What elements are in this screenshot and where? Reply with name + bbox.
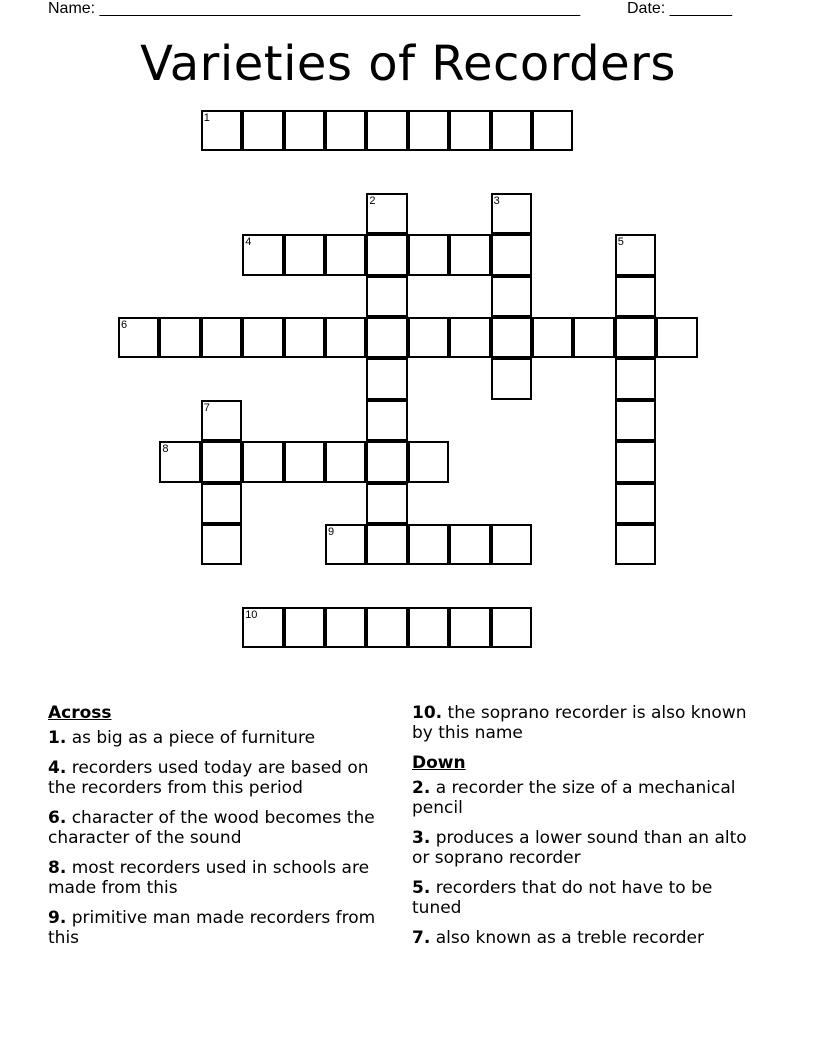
grid-cell[interactable] xyxy=(366,193,407,234)
date-field-label: Date: _______ xyxy=(627,0,732,17)
clue-number: 10. xyxy=(412,703,443,723)
down-clue-2 xyxy=(412,778,752,818)
grid-cell[interactable] xyxy=(242,441,283,482)
grid-cell[interactable] xyxy=(615,524,656,565)
grid-cell[interactable] xyxy=(615,317,656,358)
clues-left-column xyxy=(48,703,388,958)
across-clue-4 xyxy=(48,758,388,798)
clue-number: 7. xyxy=(412,928,431,948)
cell-number: 9 xyxy=(328,526,335,538)
grid-cell[interactable] xyxy=(201,483,242,524)
grid-cell[interactable] xyxy=(491,317,532,358)
grid-cell[interactable] xyxy=(325,607,366,648)
grid-cell[interactable] xyxy=(366,234,407,275)
grid-cell[interactable] xyxy=(325,234,366,275)
grid-cell[interactable] xyxy=(325,317,366,358)
grid-cell[interactable] xyxy=(325,110,366,151)
grid-cell[interactable] xyxy=(449,110,490,151)
clue-number: 8. xyxy=(48,858,67,878)
grid-cell[interactable] xyxy=(491,358,532,399)
cell-number: 10 xyxy=(245,608,258,621)
grid-cell[interactable] xyxy=(242,234,283,275)
clue-number: 3. xyxy=(412,828,431,848)
clue-number: 6. xyxy=(48,808,67,828)
grid-cell[interactable] xyxy=(284,441,325,482)
grid-cell[interactable] xyxy=(491,110,532,151)
grid-cell[interactable] xyxy=(325,524,366,565)
grid-cell[interactable] xyxy=(573,317,614,358)
clue-text: a recorder the size of a mechanical pencil xyxy=(412,778,736,818)
grid-cell[interactable] xyxy=(159,441,200,482)
grid-cell[interactable] xyxy=(615,234,656,275)
across-heading: Across xyxy=(48,703,112,723)
grid-cell[interactable] xyxy=(366,400,407,441)
across-clue-9 xyxy=(48,908,388,948)
grid-cell[interactable] xyxy=(491,276,532,317)
clue-number: 5. xyxy=(412,878,431,898)
grid-cell[interactable] xyxy=(201,400,242,441)
grid-cell[interactable] xyxy=(615,400,656,441)
cell-number: 7 xyxy=(203,401,210,414)
across-clue-10 xyxy=(412,703,752,743)
grid-cell[interactable] xyxy=(284,234,325,275)
clue-text: recorders that do not have to be tuned xyxy=(412,878,713,918)
grid-cell[interactable] xyxy=(532,110,573,151)
grid-cell[interactable] xyxy=(615,276,656,317)
grid-cell[interactable] xyxy=(366,358,407,399)
cell-number: 3 xyxy=(493,194,500,207)
grid-cell[interactable] xyxy=(201,441,242,482)
grid-cell[interactable] xyxy=(532,317,573,358)
clue-number: 4. xyxy=(48,758,67,778)
grid-cell[interactable] xyxy=(408,110,449,151)
grid-cell[interactable] xyxy=(449,234,490,275)
clue-text: character of the wood becomes the character of the sound xyxy=(48,808,375,848)
across-clue-8 xyxy=(48,858,388,898)
grid-cell[interactable] xyxy=(656,317,697,358)
clue-text: as big as a piece of furniture xyxy=(66,728,316,748)
grid-cell[interactable] xyxy=(408,524,449,565)
grid-cell[interactable] xyxy=(408,441,449,482)
clue-number: 9. xyxy=(48,908,67,928)
grid-cell[interactable] xyxy=(242,317,283,358)
grid-cell[interactable] xyxy=(366,524,407,565)
grid-cell[interactable] xyxy=(366,276,407,317)
page-title: Varieties of Recorders xyxy=(140,36,676,92)
cell-number: 4 xyxy=(245,236,252,249)
grid-cell[interactable] xyxy=(366,441,407,482)
grid-cell[interactable] xyxy=(491,234,532,275)
grid-cell[interactable] xyxy=(118,317,159,358)
grid-cell[interactable] xyxy=(201,317,242,358)
grid-cell[interactable] xyxy=(408,317,449,358)
grid-cell[interactable] xyxy=(284,110,325,151)
cell-number: 2 xyxy=(369,194,376,207)
grid-cell[interactable] xyxy=(449,317,490,358)
clue-number: 1. xyxy=(48,728,67,748)
clue-text: recorders used today are based on the recorders from this period xyxy=(48,758,369,798)
down-clue-7 xyxy=(412,928,752,948)
clue-text: most recorders used in schools are made from this xyxy=(48,858,370,898)
grid-cell[interactable] xyxy=(449,524,490,565)
grid-cell[interactable] xyxy=(491,193,532,234)
clue-text: the soprano recorder is also known by this name xyxy=(412,703,747,743)
across-clue-6 xyxy=(48,808,388,848)
name-field-label: Name: ______________________________________________________ xyxy=(48,0,581,17)
grid-cell[interactable] xyxy=(491,607,532,648)
cell-number: 5 xyxy=(617,236,624,249)
grid-cell[interactable] xyxy=(615,358,656,399)
clue-number: 2. xyxy=(412,778,431,798)
grid-cell[interactable] xyxy=(366,110,407,151)
down-clue-3 xyxy=(412,828,752,868)
grid-cell[interactable] xyxy=(242,607,283,648)
clue-text: primitive man made recorders from this xyxy=(48,908,376,948)
grid-cell[interactable] xyxy=(366,317,407,358)
clue-text: also known as a treble recorder xyxy=(430,928,704,948)
cell-number: 6 xyxy=(121,319,128,331)
grid-cell[interactable] xyxy=(159,317,200,358)
grid-cell[interactable] xyxy=(615,483,656,524)
grid-cell[interactable] xyxy=(615,441,656,482)
grid-cell[interactable] xyxy=(284,317,325,358)
grid-cell[interactable] xyxy=(284,607,325,648)
grid-cell[interactable] xyxy=(366,607,407,648)
grid-cell[interactable] xyxy=(201,524,242,565)
grid-cell[interactable] xyxy=(449,607,490,648)
down-clue-5 xyxy=(412,878,752,918)
grid-cell[interactable] xyxy=(201,110,242,151)
clues-right-column xyxy=(412,703,752,958)
down-heading: Down xyxy=(412,753,466,773)
grid-cell[interactable] xyxy=(366,483,407,524)
grid-cell[interactable] xyxy=(408,234,449,275)
grid-cell[interactable] xyxy=(242,110,283,151)
cell-number: 8 xyxy=(162,443,169,456)
across-clue-1 xyxy=(48,728,388,748)
grid-cell[interactable] xyxy=(408,607,449,648)
cell-number: 1 xyxy=(203,112,210,124)
grid-cell[interactable] xyxy=(325,441,366,482)
clue-text: produces a lower sound than an alto or soprano recorder xyxy=(412,828,747,868)
grid-cell[interactable] xyxy=(491,524,532,565)
